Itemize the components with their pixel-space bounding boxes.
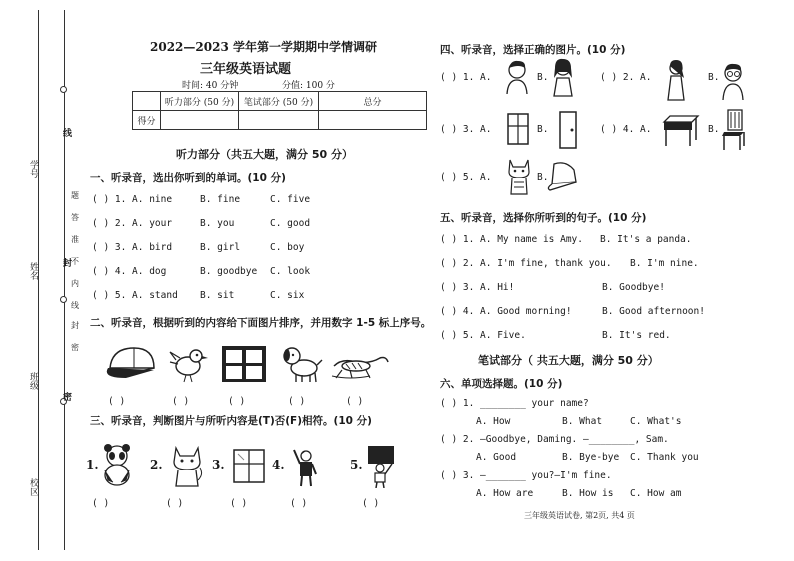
dog-picture: [280, 342, 324, 384]
section-1-title: 一、听录音，选出你听到的单词。(10 分): [90, 172, 286, 184]
question-2-option-a[interactable]: ( ) 2. A. your: [92, 218, 173, 229]
binding-hole: [60, 296, 67, 303]
picture-number: 1.: [86, 458, 99, 472]
answer-bracket[interactable]: ( ): [288, 396, 306, 407]
section-4-title: 四、听录音，选择正确的图片。(10 分): [440, 44, 626, 56]
question-3-option-b[interactable]: B. girl: [200, 242, 241, 253]
answer-bracket[interactable]: ( ): [92, 498, 110, 509]
question-1-option-b[interactable]: B. fine: [200, 194, 241, 205]
binding-warning-char: 准: [71, 235, 79, 244]
writing-part-title: 笔试部分（ 共五大题，满分 50 分）: [478, 354, 659, 367]
exam-score-total: 分值: 100 分: [282, 81, 335, 91]
woman-picture: [664, 60, 688, 102]
panda-picture: [100, 444, 134, 486]
question-2-option-a[interactable]: A. Good: [476, 452, 517, 463]
section-5-title: 五、听录音，选择你所听到的句子。(10 分): [440, 212, 647, 224]
section-2-title: 二、听录音，根据听到的内容给下面图片排序，并用数字 1-5 标上序号。: [90, 317, 432, 329]
question-3-option-c[interactable]: C. How am: [630, 488, 682, 499]
score-cell[interactable]: [239, 111, 319, 130]
exam-time: 时间: 40 分钟: [182, 81, 239, 91]
question-3-option-a[interactable]: ( ) 3. A. Hi!: [440, 282, 515, 293]
question-4-option-c[interactable]: C. look: [270, 266, 311, 277]
page-footer: 三年级英语试卷, 第2页, 共4 页: [524, 511, 635, 520]
answer-bracket[interactable]: ( ): [166, 498, 184, 509]
answer-bracket[interactable]: ( ): [362, 498, 380, 509]
question-1-option-a[interactable]: A. How: [476, 416, 511, 427]
question-4-option-b[interactable]: B.: [708, 124, 720, 135]
boy-raising-hand-picture: [288, 446, 322, 488]
section-6-title: 六、单项选择题。(10 分): [440, 378, 563, 390]
question-1-option-c[interactable]: C. five: [270, 194, 311, 205]
binding-hole: [60, 86, 67, 93]
question-2-option-a[interactable]: ( ) 2. A.: [600, 72, 652, 83]
answer-bracket[interactable]: ( ): [228, 396, 246, 407]
question-2-option-b[interactable]: B. I'm nine.: [630, 258, 699, 269]
question-5-option-c[interactable]: C. six: [270, 290, 305, 301]
binding-warning-char: 答: [71, 213, 79, 222]
question-1-option-b[interactable]: B.: [537, 72, 549, 83]
binding-warning-char: 内: [71, 279, 79, 288]
picture-number: 5.: [350, 458, 363, 472]
cap-picture: [104, 344, 160, 384]
question-3-option-a[interactable]: ( ) 3. A. bird: [92, 242, 173, 253]
score-cell[interactable]: [319, 111, 427, 130]
name-label: 姓名: [28, 262, 38, 280]
campus-label: 校区: [28, 478, 38, 496]
score-cell[interactable]: [161, 111, 239, 130]
score-row-label: 得分: [133, 111, 161, 130]
window-picture-2: [232, 448, 266, 484]
listening-part-title: 听力部分（共五大题，满分 50 分）: [176, 148, 353, 161]
question-5-option-b[interactable]: B.: [537, 172, 549, 183]
question-5-option-b[interactable]: B. sit: [200, 290, 235, 301]
binding-warning-char: 密: [71, 343, 79, 352]
seal-mark-mi: 密: [61, 392, 71, 401]
seal-mark-xian: 线: [61, 128, 71, 137]
question-3-option-a[interactable]: ( ) 3. A.: [440, 124, 492, 135]
class-label: 班级: [28, 372, 38, 390]
answer-bracket[interactable]: ( ): [172, 396, 190, 407]
binding-line-outer: [38, 10, 39, 550]
question-1-stem: ( ) 1. ________ your name?: [440, 398, 589, 409]
question-4-option-a[interactable]: ( ) 4. A.: [600, 124, 652, 135]
seal-mark-feng: 封: [61, 258, 71, 267]
question-3-option-c[interactable]: C. boy: [270, 242, 305, 253]
answer-bracket[interactable]: ( ): [230, 498, 248, 509]
question-3-option-a[interactable]: A. How are: [476, 488, 534, 499]
exam-title: 2022—2023 学年第一学期期中学情调研: [150, 40, 377, 54]
binding-warning-char: 不: [71, 257, 79, 266]
binding-warning-char: 题: [71, 191, 79, 200]
question-5-option-b[interactable]: B. It's red.: [602, 330, 671, 341]
question-1-option-b[interactable]: B. What: [562, 416, 603, 427]
question-2-option-c[interactable]: C. good: [270, 218, 311, 229]
door-picture: [558, 110, 578, 150]
cat-picture: [170, 444, 204, 488]
girl-picture: [550, 58, 576, 98]
question-4-option-a[interactable]: ( ) 4. A. dog: [92, 266, 167, 277]
boy-at-board-picture: [366, 444, 396, 488]
bird-picture: [168, 342, 210, 384]
answer-bracket[interactable]: ( ): [290, 498, 308, 509]
section-3-title: 三、听录音，判断图片与所听内容是(T)否(F)相符。(10 分): [90, 415, 372, 427]
score-col-listening: 听力部分 (50 分): [161, 92, 239, 111]
question-2-stem: ( ) 2. —Goodbye, Daming. —________, Sam.: [440, 434, 669, 445]
picture-number: 3.: [212, 458, 225, 472]
question-1-option-a[interactable]: ( ) 1. A.: [440, 72, 492, 83]
question-3-option-b[interactable]: B.: [537, 124, 549, 135]
man-with-glasses-picture: [720, 62, 746, 100]
exam-subtitle: 三年级英语试题: [200, 62, 292, 77]
window-picture-3: [506, 112, 530, 146]
binding-warning-char: 线: [71, 301, 79, 310]
student-id-label: 学号: [28, 160, 38, 178]
chair-picture: [720, 108, 748, 152]
question-2-option-c[interactable]: C. Thank you: [630, 452, 699, 463]
question-2-option-b[interactable]: B.: [708, 72, 720, 83]
question-5-option-a[interactable]: ( ) 5. A.: [440, 172, 492, 183]
question-2-option-a[interactable]: ( ) 2. A. I'm fine, thank you.: [440, 258, 612, 269]
cap-picture-2: [546, 160, 580, 192]
boy-picture: [504, 60, 530, 94]
question-1-option-b[interactable]: B. It's a panda.: [600, 234, 692, 245]
picture-number: 2.: [150, 458, 163, 472]
question-3-option-b[interactable]: B. How is: [562, 488, 614, 499]
question-3-option-b[interactable]: B. Goodbye!: [602, 282, 665, 293]
question-1-option-a[interactable]: ( ) 1. A. My name is Amy.: [440, 234, 583, 245]
question-1-option-a[interactable]: ( ) 1. A. nine: [92, 194, 173, 205]
question-4-option-b[interactable]: B. Good afternoon!: [602, 306, 705, 317]
score-col-writing: 笔试部分 (50 分): [239, 92, 319, 111]
question-5-option-a[interactable]: ( ) 5. A. Five.: [440, 330, 526, 341]
question-2-option-b[interactable]: B. Bye-bye: [562, 452, 620, 463]
answer-bracket[interactable]: ( ): [108, 396, 126, 407]
question-5-option-a[interactable]: ( ) 5. A. stand: [92, 290, 178, 301]
cat-picture-2: [506, 158, 532, 196]
question-4-option-a[interactable]: ( ) 4. A. Good morning!: [440, 306, 572, 317]
question-1-option-c[interactable]: C. What's: [630, 416, 682, 427]
picture-number: 4.: [272, 458, 285, 472]
score-table: [132, 91, 427, 130]
score-col-total: 总分: [319, 92, 427, 111]
question-2-option-b[interactable]: B. you: [200, 218, 235, 229]
window-picture: [220, 344, 268, 384]
binding-warning-char: 封: [71, 321, 79, 330]
answer-bracket[interactable]: ( ): [346, 396, 364, 407]
desk-picture: [662, 114, 700, 148]
question-3-stem: ( ) 3. —_______ you?—I'm fine.: [440, 470, 612, 481]
question-4-option-b[interactable]: B. goodbye: [200, 266, 258, 277]
lizard-picture: [330, 348, 390, 382]
